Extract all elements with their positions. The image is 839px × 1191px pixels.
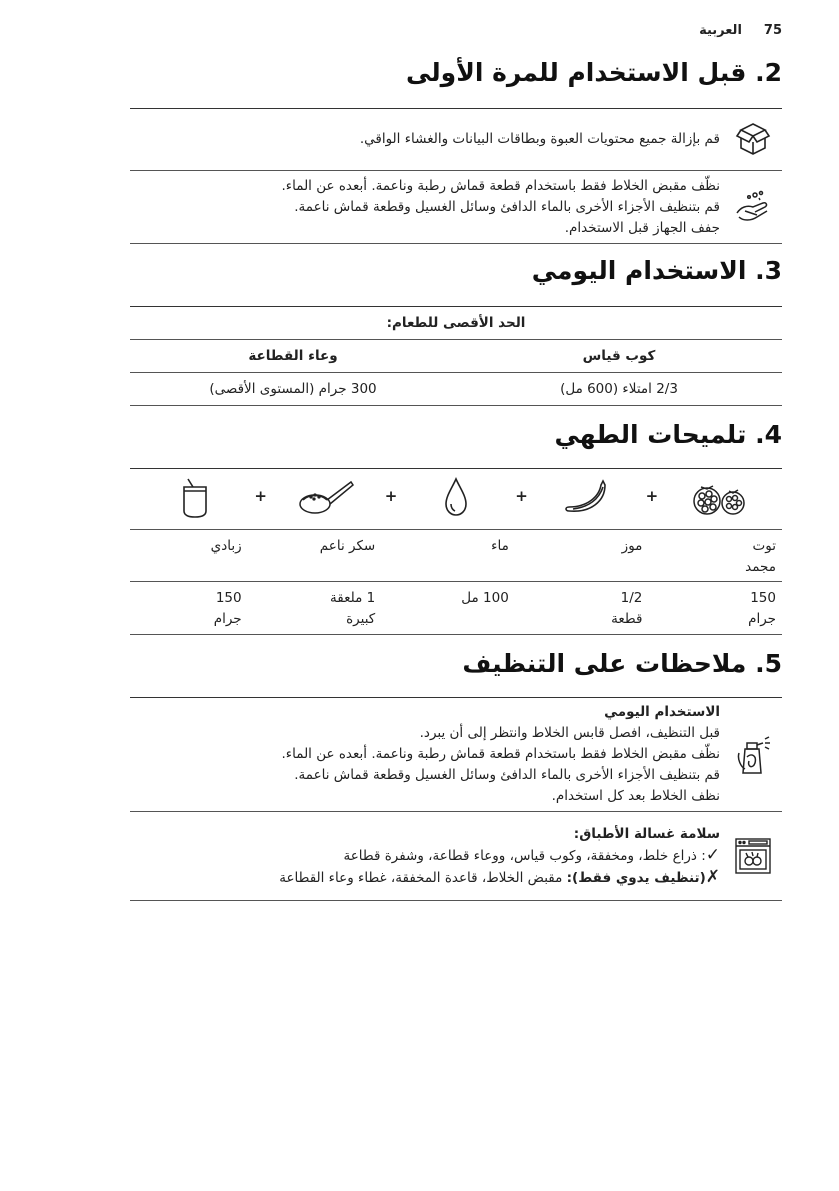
name-yogurt: زبادي — [210, 538, 242, 554]
ingredient-yogurt — [130, 469, 260, 529]
ingredient-sugar — [254, 469, 390, 529]
ingredients-names-row — [130, 530, 782, 582]
banana-icon — [561, 477, 611, 521]
spray-cleaning-icon — [724, 733, 782, 777]
amount-yogurt: 150 جرام — [213, 590, 242, 627]
daily-cleaning-text: الاستخدام اليومي قبل التنظيف، افصل قابس الخلاط وانتظر إلى أن يبرد. نظّف مقبض الخلاط فقط باستخدام قطعة قماش رطبة وناعمة. أبعده عن الماء. قم بتنظيف الأجزاء الأخرى بالماء الدافئ وسائل الغسيل وقطعة قماش ناعمة. نظف الخلاط بعد كل استخدام. — [130, 696, 724, 813]
column-chopper-bowl: وعاء القطاعة — [130, 340, 456, 373]
max-food-table — [130, 307, 782, 406]
page-language: العربية — [699, 22, 742, 38]
dishwasher-safety-text — [130, 818, 724, 895]
clean-before-use-row — [130, 171, 782, 244]
plus-sign: + — [515, 487, 528, 505]
ingredient-banana — [515, 469, 651, 529]
section-3-box — [130, 306, 782, 406]
ingredients-icons-row — [130, 469, 782, 530]
section-2-box — [130, 108, 782, 244]
section-4-title: 4. تلميحات الطهي — [554, 420, 782, 449]
section-5-title: 5. ملاحظات على التنظيف — [462, 649, 782, 678]
amount-water: 100 مل — [461, 590, 509, 606]
name-berries: توت مجمد — [745, 538, 776, 575]
max-food-header: الحد الأقصى للطعام: — [130, 307, 782, 340]
plus-sign: + — [645, 487, 659, 505]
daily-cleaning-heading: الاستخدام اليومي — [604, 704, 720, 720]
water-drop-icon — [441, 476, 471, 522]
dishwasher-safe-line: ✓: ذراع خلط، ومخفقة، وكوب قياس، ووعاء قطاعة، وشفرة قطاعة — [343, 844, 720, 865]
check-icon: ✓ — [705, 844, 720, 865]
unpack-row — [130, 109, 782, 171]
page-header — [57, 20, 782, 40]
section-3-title: 3. الاستخدام اليومي — [531, 256, 782, 285]
amount-berries: 150 جرام — [748, 590, 776, 627]
name-water: ماء — [491, 538, 509, 554]
sugar-spoon-icon — [297, 476, 355, 522]
dishwasher-unsafe-line: ✗(تنظيف يدوي فقط): مقبض الخلاط، قاعدة المخفقة، غطاء وعاء القطاعة — [279, 866, 720, 887]
value-chopper-bowl: 300 جرام (المستوى الأقصى) — [130, 373, 456, 406]
dishwasher-heading: سلامة غسالة الأطباق: — [573, 825, 720, 842]
dishwasher-safety-row — [130, 812, 782, 901]
page-number: 75 — [763, 22, 782, 38]
amount-sugar: 1 ملعقة كبيرة — [330, 590, 376, 627]
plus-sign: + — [254, 487, 267, 505]
daily-cleaning-row — [130, 698, 782, 812]
name-banana: موز — [621, 538, 643, 554]
value-measuring-cup: 2/3 امتلاء (600 مل) — [456, 373, 782, 406]
berries-icon — [685, 477, 749, 521]
washing-hands-icon — [724, 187, 782, 227]
section-4-box — [130, 468, 782, 635]
column-measuring-cup: كوب قياس — [456, 340, 782, 373]
clean-before-use-text: نظّف مقبض الخلاط فقط باستخدام قطعة قماش رطبة وناعمة. أبعده عن الماء. قم بتنظيف الأجزاء الأخرى بالماء الدافئ وسائل الغسيل وقطعة قماش ناعمة. جفف الجهاز قبل الاستخدام. — [281, 177, 720, 236]
name-sugar: سكر ناعم — [319, 538, 376, 554]
amount-banana: 1/2 قطعة — [611, 590, 643, 627]
ingredient-water — [384, 469, 521, 529]
section-5-box — [130, 697, 782, 901]
ingredient-berries — [645, 469, 782, 529]
dishwasher-icon — [724, 836, 782, 876]
unpack-text: قم بإزالة جميع محتويات العبوة وبطاقات البيانات والغشاء الواقي. — [359, 131, 720, 147]
box-icon — [724, 120, 782, 160]
plus-sign: + — [384, 487, 398, 505]
cross-icon: ✗ — [705, 866, 720, 887]
section-2-title: 2. قبل الاستخدام للمرة الأولى — [406, 58, 782, 87]
yogurt-icon — [180, 475, 210, 523]
ingredients-amounts-row — [130, 582, 782, 635]
